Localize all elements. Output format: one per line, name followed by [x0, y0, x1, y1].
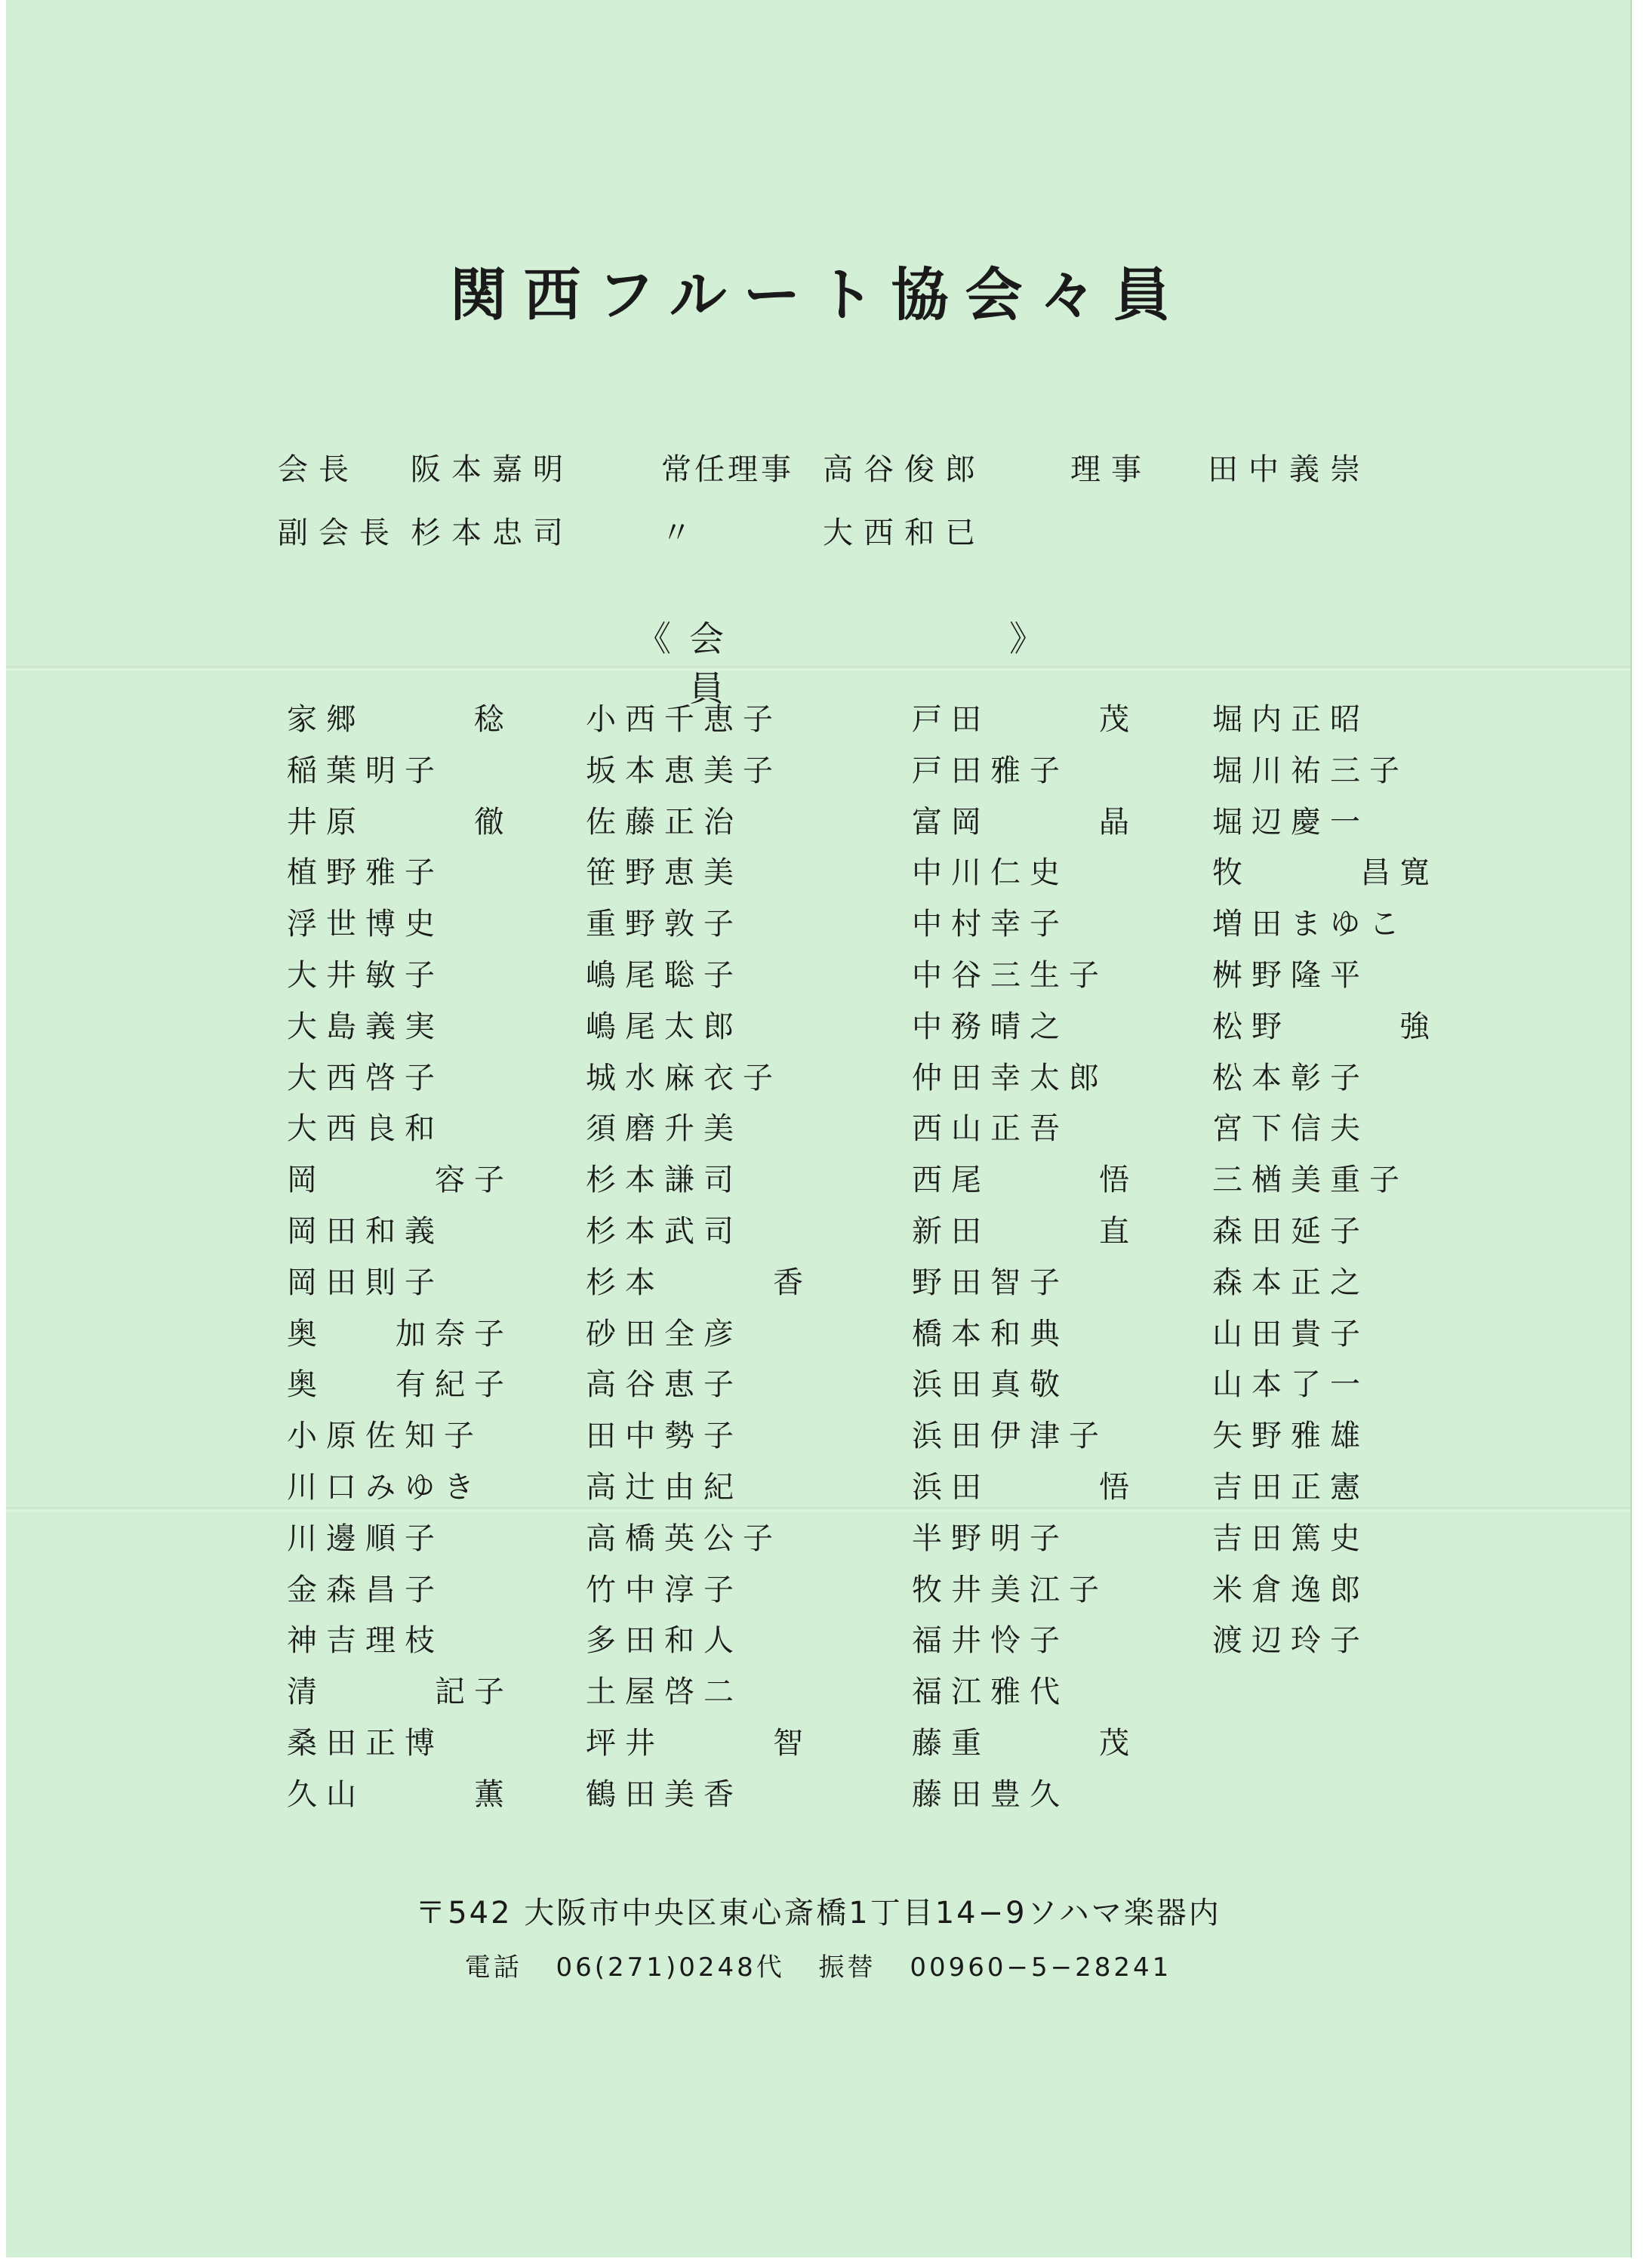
officer-name: 杉本忠司 — [411, 516, 574, 550]
member-name: 桝野隆平 — [1212, 957, 1369, 993]
member-name: 森田延子 — [1212, 1213, 1369, 1249]
member-name: 井原 徹 — [287, 804, 513, 840]
member-name: 増田まゆこ — [1212, 907, 1408, 942]
footer-address: 〒542 大阪市中央区東心斎橋1丁目14−9ソハマ楽器内 — [415, 1896, 1221, 1931]
member-name: 大西啓子 — [287, 1060, 444, 1095]
member-name: 戸田雅子 — [912, 753, 1069, 788]
member-name: 新田 直 — [912, 1213, 1138, 1249]
member-name: 藤田豊久 — [912, 1776, 1069, 1812]
member-name: 野田智子 — [912, 1265, 1069, 1300]
officer-name: 大西和已 — [823, 516, 986, 550]
member-name: 大島義実 — [287, 1009, 444, 1044]
member-name: 竹中淳子 — [586, 1572, 743, 1607]
officer-name: 阪本嘉明 — [411, 452, 574, 487]
member-name: 重野敦子 — [586, 907, 743, 942]
member-name: 仲田幸太郎 — [912, 1060, 1108, 1095]
member-name: 嶋尾太郎 — [586, 1009, 743, 1044]
member-name: 高谷恵子 — [586, 1367, 743, 1403]
member-name: 岡田和義 — [287, 1213, 444, 1249]
member-name: 田中勢子 — [586, 1419, 743, 1454]
member-name: 杉本 香 — [586, 1265, 812, 1300]
officer-role-ditto: 〃 — [661, 516, 694, 550]
member-name: 多田和人 — [586, 1623, 743, 1659]
member-name: 高橋英公子 — [586, 1521, 782, 1556]
member-name: 山田貴子 — [1212, 1316, 1369, 1351]
document-sheet — [6, 0, 1632, 2257]
member-name: 米倉逸郎 — [1212, 1572, 1369, 1607]
member-name: 清 記子 — [287, 1675, 513, 1710]
member-name: 小原佐知子 — [287, 1419, 483, 1454]
member-name: 堀内正昭 — [1212, 702, 1369, 737]
member-name: 橋本和典 — [912, 1316, 1069, 1351]
member-name: 土屋啓二 — [586, 1675, 743, 1710]
member-name: 吉田篤史 — [1212, 1521, 1369, 1556]
heading-bracket-close: 》 — [1009, 618, 1044, 659]
transfer-number: 00960−5−28241 — [910, 1952, 1172, 1983]
officer-role: 副会長 — [278, 516, 400, 550]
member-name: 川口みゆき — [287, 1469, 483, 1505]
member-name: 笹野恵美 — [586, 855, 743, 891]
member-name: 吉田正憲 — [1212, 1469, 1369, 1505]
member-name: 小西千恵子 — [586, 702, 782, 737]
member-name: 奥 有紀子 — [287, 1367, 513, 1403]
members-column-3 — [912, 695, 1161, 1821]
member-name: 植野雅子 — [287, 855, 444, 891]
member-name: 城水麻衣子 — [586, 1060, 782, 1095]
member-name: 牧 昌寛 — [1212, 855, 1439, 891]
member-name: 坪井 智 — [586, 1725, 812, 1761]
document-title: 関西フルート協会々員 — [449, 261, 1187, 328]
member-name: 藤重 茂 — [912, 1725, 1138, 1761]
officer-name: 田中義崇 — [1208, 452, 1371, 487]
member-name: 須磨升美 — [586, 1111, 743, 1147]
members-column-2 — [586, 695, 835, 1821]
member-name: 大西良和 — [287, 1111, 444, 1147]
members-column-4 — [1212, 695, 1461, 1667]
member-name: 浮世博史 — [287, 907, 444, 942]
member-name: 嶋尾聡子 — [586, 957, 743, 993]
member-name: 金森昌子 — [287, 1572, 444, 1607]
officer-role: 理事 — [1070, 452, 1152, 487]
member-name: 渡辺玲子 — [1212, 1623, 1369, 1659]
member-name: 高辻由紀 — [586, 1469, 743, 1505]
member-name: 家郷 稔 — [287, 702, 513, 737]
member-name: 中谷三生子 — [912, 957, 1108, 993]
member-name: 浜田真敬 — [912, 1367, 1069, 1403]
member-name: 桑田正博 — [287, 1725, 444, 1761]
member-name: 杉本武司 — [586, 1213, 743, 1249]
member-name: 堀川祐三子 — [1212, 753, 1408, 788]
member-name: 鶴田美香 — [586, 1776, 743, 1812]
member-name: 堀辺慶一 — [1212, 804, 1369, 840]
member-name: 富岡 晶 — [912, 804, 1138, 840]
member-name: 大井敏子 — [287, 957, 444, 993]
member-name: 半野明子 — [912, 1521, 1069, 1556]
member-name: 佐藤正治 — [586, 804, 743, 840]
member-name: 西山正吾 — [912, 1111, 1069, 1147]
member-name: 矢野雅雄 — [1212, 1419, 1369, 1454]
member-name: 福江雅代 — [912, 1675, 1069, 1710]
member-name: 砂田全彦 — [586, 1316, 743, 1351]
member-name: 西尾 悟 — [912, 1163, 1138, 1198]
member-name: 山本了一 — [1212, 1367, 1369, 1403]
officer-role: 会長 — [278, 452, 359, 487]
officer-role: 常任理事 — [661, 452, 794, 487]
member-name: 浜田伊津子 — [912, 1419, 1108, 1454]
member-name: 久山 薫 — [287, 1776, 513, 1812]
member-name: 中川仁史 — [912, 855, 1069, 891]
heading-bracket-open: 《 — [636, 618, 671, 659]
member-name: 牧井美江子 — [912, 1572, 1108, 1607]
member-name: 松本彰子 — [1212, 1060, 1369, 1095]
member-name: 杉本謙司 — [586, 1163, 743, 1198]
member-name: 坂本恵美子 — [586, 753, 782, 788]
footer-contact — [6, 1946, 1630, 1983]
member-name: 松野 強 — [1212, 1009, 1439, 1044]
member-name: 神吉理枝 — [287, 1623, 444, 1659]
member-name: 宮下信夫 — [1212, 1111, 1369, 1147]
member-name: 中務晴之 — [912, 1009, 1069, 1044]
officer-name: 高谷俊郎 — [823, 452, 986, 487]
member-name: 戸田 茂 — [912, 702, 1138, 737]
transfer-label: 振替 — [818, 1952, 876, 1983]
member-name: 森本正之 — [1212, 1265, 1369, 1300]
heading-text: 会員 — [689, 618, 882, 709]
member-name: 稲葉明子 — [287, 753, 444, 788]
members-column-1 — [287, 695, 536, 1821]
member-name: 浜田 悟 — [912, 1469, 1138, 1505]
member-name: 三楢美重子 — [1212, 1163, 1408, 1198]
member-name: 中村幸子 — [912, 907, 1069, 942]
member-name: 福井怜子 — [912, 1623, 1069, 1659]
member-name: 奥 加奈子 — [287, 1316, 513, 1351]
member-name: 川邊順子 — [287, 1521, 444, 1556]
member-name: 岡田則子 — [287, 1265, 444, 1300]
phone-number: 06(271)0248代 — [556, 1952, 785, 1983]
phone-label: 電話 — [464, 1952, 522, 1983]
member-name: 岡 容子 — [287, 1163, 513, 1198]
